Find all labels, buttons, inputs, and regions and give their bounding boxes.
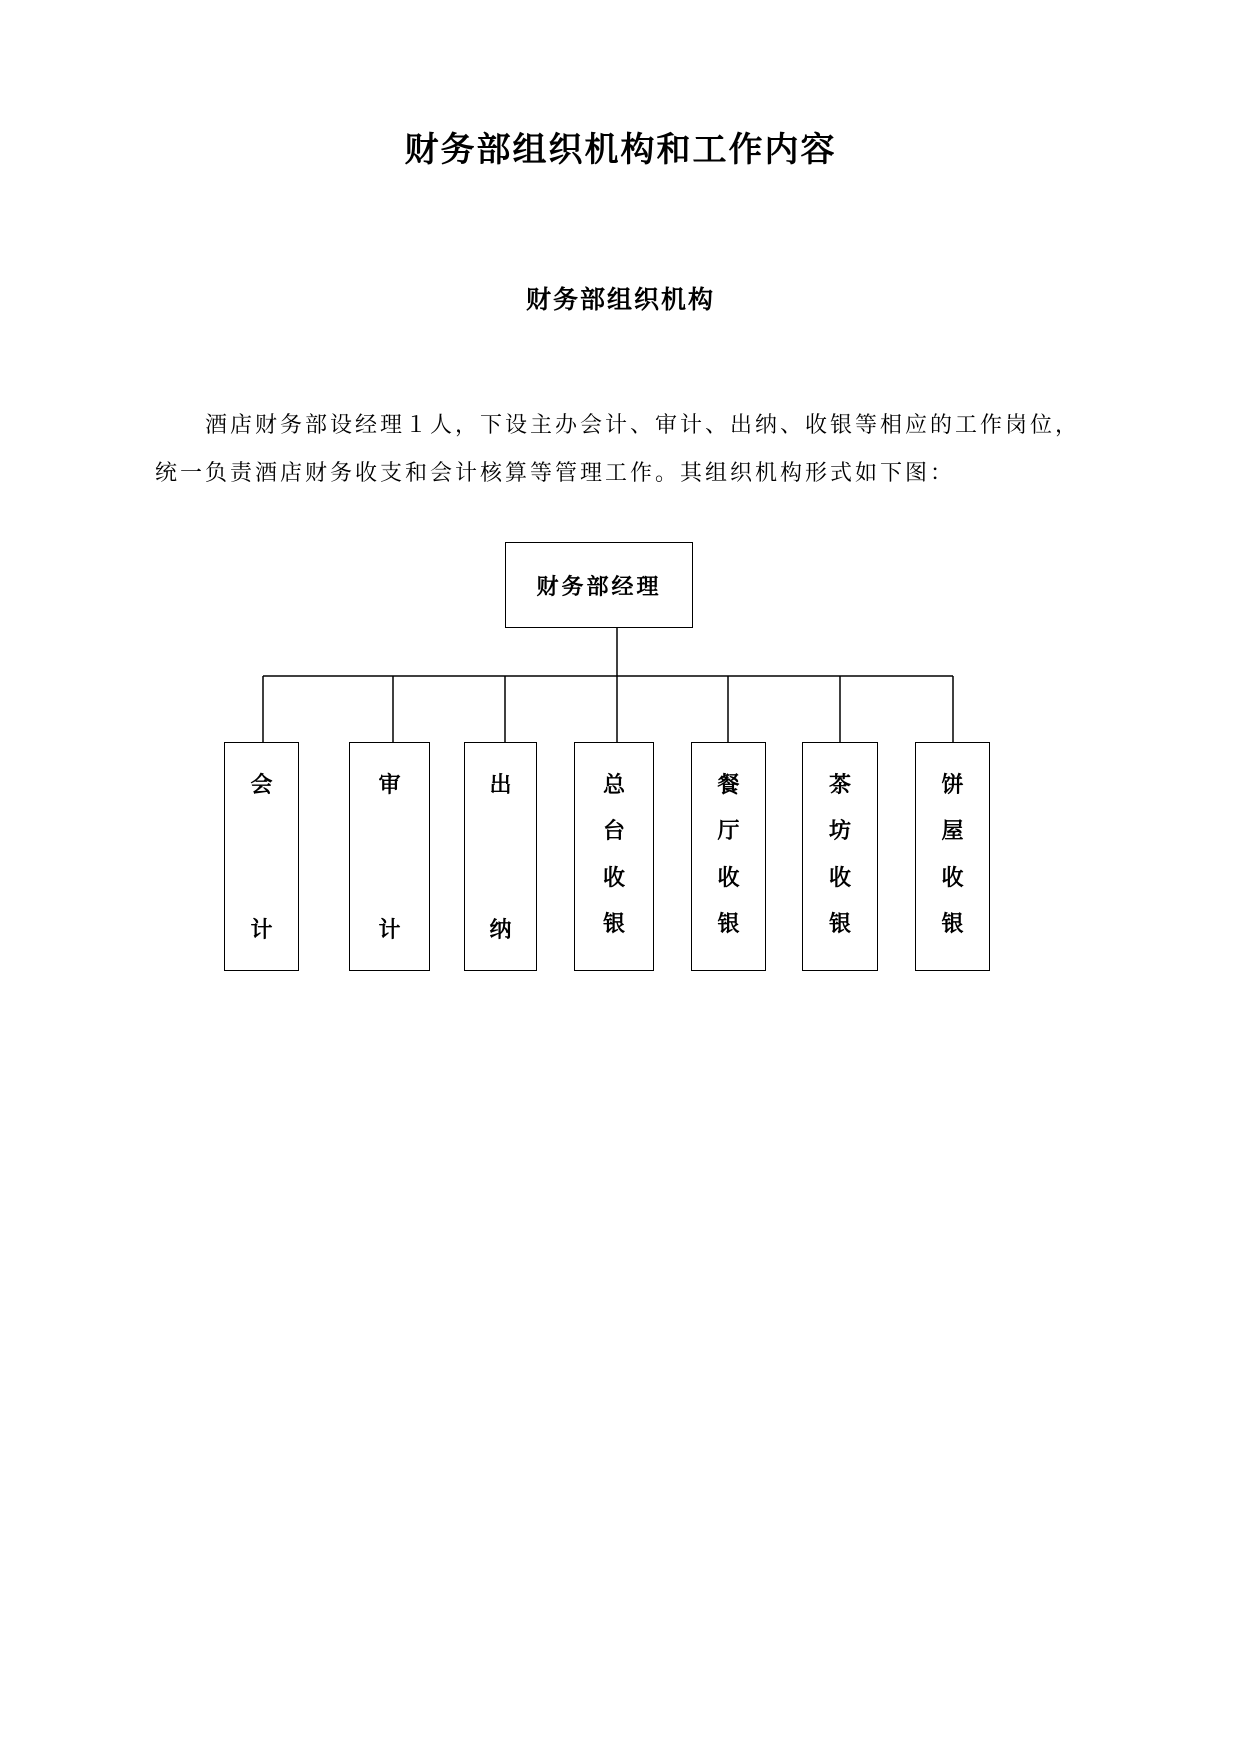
- child-box-accounting: [224, 742, 299, 971]
- box-char: 饼: [941, 772, 964, 798]
- box-char: 台: [602, 818, 625, 845]
- child-box-restaurant-cashier: [691, 742, 766, 971]
- box-char: 银: [602, 910, 625, 937]
- child-box-bakery-cashier: [915, 742, 990, 971]
- box-char: 收: [602, 864, 625, 891]
- box-char: 银: [828, 910, 851, 937]
- box-char: 坊: [828, 818, 851, 845]
- box-char: 会: [250, 772, 273, 798]
- box-char: 银: [717, 910, 740, 937]
- child-box-front-desk-cashier: [574, 742, 654, 971]
- child-box-cashier: [464, 742, 537, 971]
- box-char: 收: [941, 864, 964, 891]
- section-title: 财务部组织机构: [525, 285, 715, 314]
- box-char: 餐: [717, 772, 740, 798]
- box-char: 收: [828, 864, 851, 891]
- box-char: 屋: [941, 818, 964, 845]
- box-char: 纳: [489, 917, 512, 943]
- child-box-audit: [349, 742, 430, 971]
- intro-paragraph: 酒店财务部设经理１人，下设主办会计、审计、出纳、收银等相应的工作岗位，统一负责酒店财务收支和会计核算等管理工作。其组织机构形式如下图：: [155, 413, 1081, 486]
- box-char: 总: [602, 772, 625, 798]
- box-char: 收: [717, 864, 740, 891]
- box-char: 计: [250, 917, 273, 943]
- box-char: 出: [489, 772, 512, 798]
- box-char: 厅: [717, 818, 740, 845]
- child-box-teahouse-cashier: [802, 742, 878, 971]
- box-char: 计: [378, 917, 401, 943]
- box-char: 银: [941, 910, 964, 937]
- box-char: 审: [378, 772, 401, 798]
- root-box: 财务部经理: [505, 542, 693, 628]
- box-char: 茶: [828, 772, 851, 798]
- page-title: 财务部组织机构和工作内容: [404, 130, 837, 170]
